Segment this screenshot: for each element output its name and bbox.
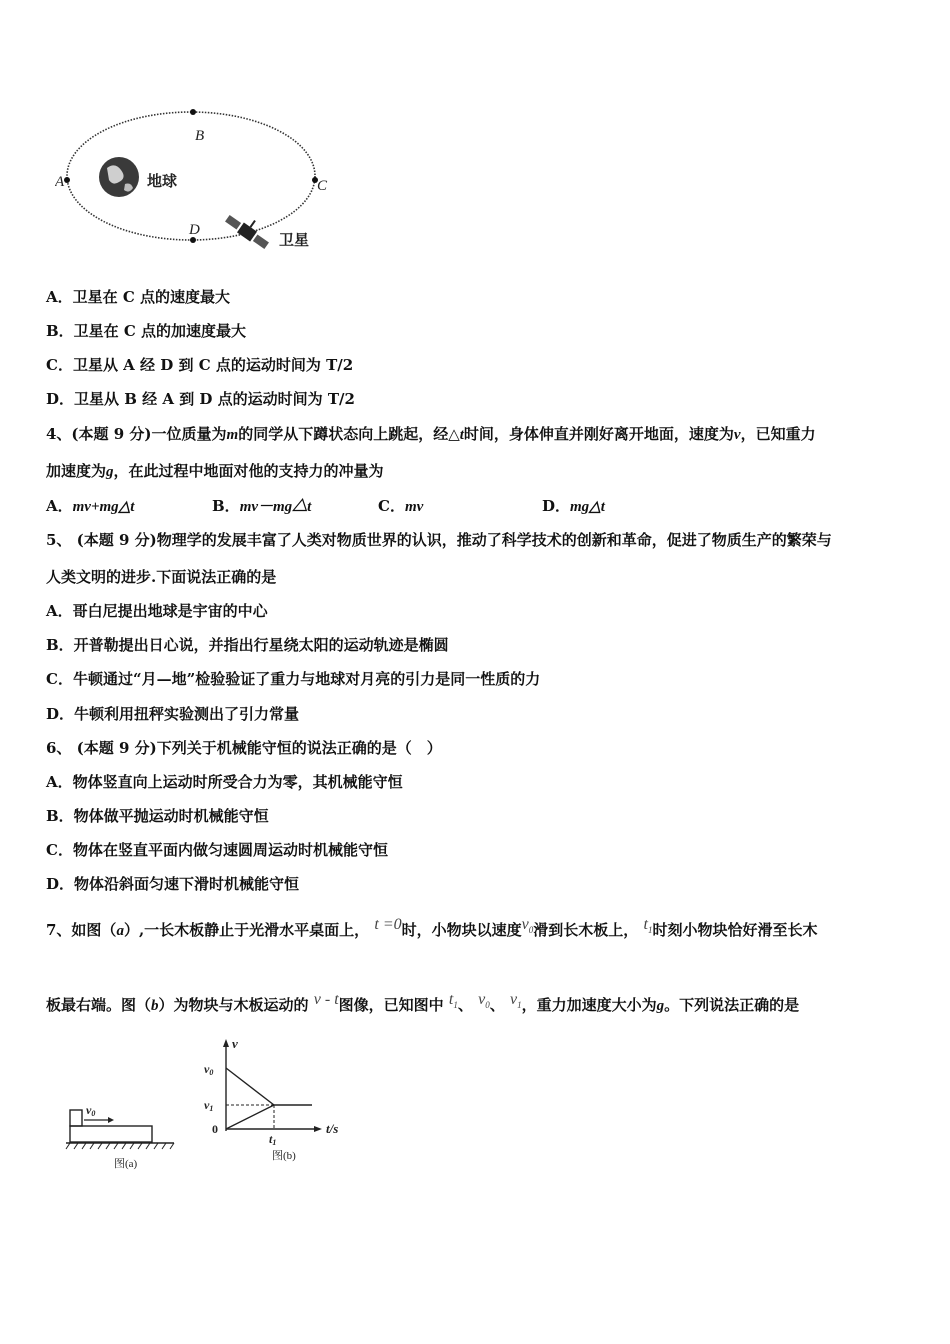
q5-stem-line2: 人类文明的进步.下面说法正确的是 <box>46 568 277 586</box>
earth-icon <box>99 157 139 197</box>
fig-b-origin: 0 <box>212 1122 218 1136</box>
figure-b <box>198 1033 358 1168</box>
q3-option-a: A．卫星在 C 点的速度最大 <box>46 288 231 306</box>
figure-b-caption: 图(b) <box>272 1150 296 1162</box>
fig-b-t1: t1 <box>269 1132 277 1147</box>
board <box>70 1126 152 1142</box>
q4-option-b: B．mv－mg△t <box>212 497 312 515</box>
q6-option-c: C．物体在竖直平面内做匀速圆周运动时机械能守恒 <box>46 841 388 859</box>
q3-option-d: D．卫星从 B 经 A 到 D 点的运动时间为 T/2 <box>46 390 355 408</box>
q5-option-a: A．哥白尼提出地球是宇宙的中心 <box>46 602 268 620</box>
satellite-label: 卫星 <box>279 233 310 249</box>
q6-option-d: D．物体沿斜面匀速下滑时机械能守恒 <box>46 875 300 893</box>
q6-option-a: A．物体竖直向上运动时所受合力为零，其机械能守恒 <box>46 773 403 791</box>
satellite-icon <box>224 207 275 251</box>
q5-option-c: C．牛顿通过“月—地”检验验证了重力与地球对月亮的引力是同一性质的力 <box>46 670 541 688</box>
fig-b-v1: v1 <box>204 1098 214 1113</box>
orbit-figure <box>55 100 345 260</box>
svg-text:v0: v0 <box>86 1103 96 1118</box>
orbit-label-d: D <box>189 222 200 238</box>
q7-stem-line2: 板最右端。图（b）为物块与木板运动的 v - t图像，已知图中 $t_1$、 $v_0$、 $v_1$，重力加速度大小为g。下列说法正确的是 <box>46 991 800 1014</box>
figure-a <box>62 1100 182 1175</box>
fig-b-block-line <box>226 1068 274 1105</box>
orbit-label-a: A <box>55 174 65 190</box>
fig-b-board-line <box>226 1105 274 1129</box>
earth-label: 地球 <box>147 174 178 190</box>
q3-option-c: C．卫星从 A 经 D 到 C 点的运动时间为 T/2 <box>46 356 354 374</box>
fig-b-x-label: t/s <box>326 1121 339 1136</box>
q4-option-a: A．mv+mg△t <box>46 497 135 515</box>
block <box>70 1110 82 1126</box>
fig-b-y-label: v <box>232 1036 238 1051</box>
q7-stem-line1: 7、如图（a）,一长木板静止于光滑水平桌面上， t =0时，小物块以速度$v_0$滑到长木板上， $t_1$时刻小物块恰好滑至长木 <box>46 916 818 939</box>
orbit-point-b <box>190 109 196 115</box>
fig-b-v0: v0 <box>204 1062 214 1077</box>
q4-stem-line1: 4、(本题 9 分)一位质量为m的同学从下蹲状态向上跳起，经△t时间，身体伸直并刚好离开地面，速度为v，已知重力 <box>46 425 816 443</box>
figure-a-caption: 图(a) <box>114 1158 138 1170</box>
q3-option-b: B．卫星在 C 点的加速度最大 <box>46 322 247 340</box>
q5-stem-line1: 5、 (本题 9 分)物理学的发展丰富了人类对物质世界的认识，推动了科学技术的创新和革命，促进了物质生产的繁荣与 <box>46 531 832 549</box>
q4-option-d: D．mg△t <box>542 497 605 515</box>
q6-stem: 6、 (本题 9 分)下列关于机械能守恒的说法正确的是（ ） <box>46 739 442 757</box>
orbit-point-a <box>64 177 70 183</box>
orbit-label-b: B <box>195 128 205 144</box>
q6-option-b: B．物体做平抛运动时机械能守恒 <box>46 807 269 825</box>
q4-stem-line2: 加速度为g，在此过程中地面对他的支持力的冲量为 <box>46 462 384 480</box>
orbit-label-c: C <box>317 178 328 194</box>
q5-option-b: B．开普勒提出日心说，并指出行星绕太阳的运动轨迹是椭圆 <box>46 636 449 654</box>
q5-option-d: D．牛顿利用扭秤实验测出了引力常量 <box>46 705 300 723</box>
q4-option-c: C．mv <box>378 497 424 515</box>
